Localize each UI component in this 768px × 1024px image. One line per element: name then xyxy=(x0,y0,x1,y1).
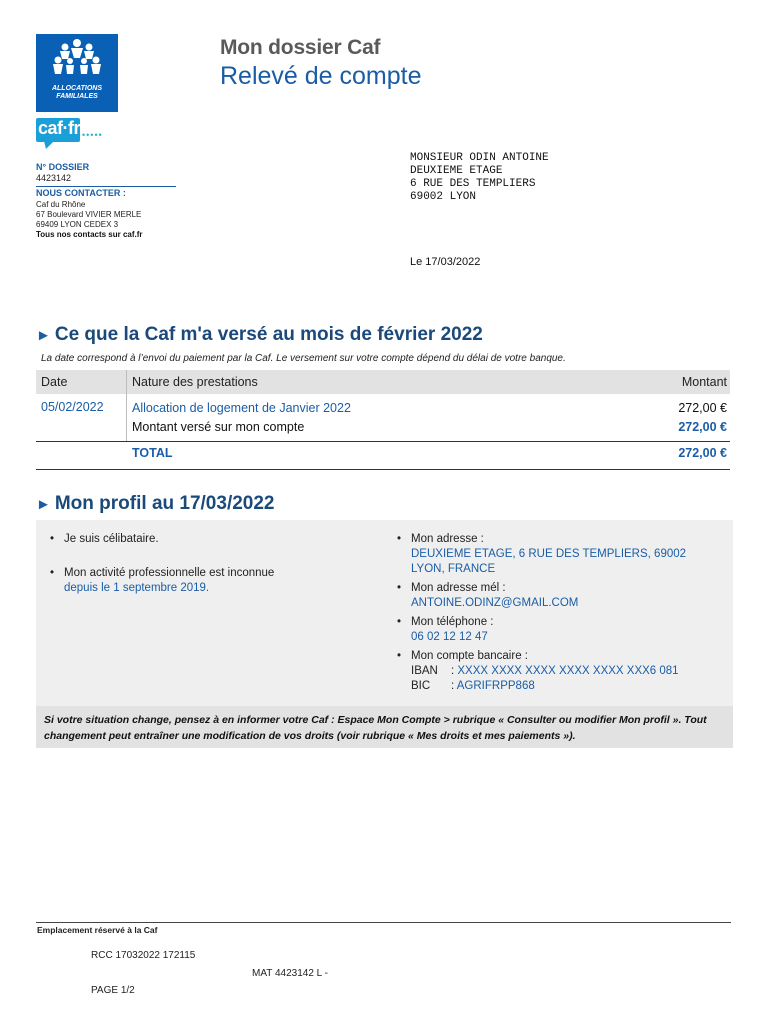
table-rule-top xyxy=(36,441,730,442)
contact-line: 67 Boulevard VIVIER MERLE xyxy=(36,210,142,219)
profile-item-phone: • Mon téléphone : 06 02 12 12 47 xyxy=(397,616,494,643)
profile-item-email: • Mon adresse mél : ANTOINE.ODINZ@GMAIL.COM xyxy=(397,582,579,609)
payments-section-title xyxy=(36,324,483,346)
subtotal-label: Montant versé sur mon compte xyxy=(132,420,305,434)
email-value[interactable]: ANTOINE.ODINZ@GMAIL.COM xyxy=(411,597,579,609)
page-title: Mon dossier Caf xyxy=(220,36,381,59)
profile-item-bank: • Mon compte bancaire : IBAN : XXXX XXXX XXXX XXXX XXXX XXX6 081 BIC : AGRIFRPP868 xyxy=(397,650,679,692)
bic-label: BIC xyxy=(411,680,431,692)
contact-label: NOUS CONTACTER : xyxy=(36,188,126,198)
total-label: TOTAL xyxy=(132,446,173,460)
footer-divider xyxy=(36,922,731,923)
page-subtitle: Relevé de compte xyxy=(220,62,422,90)
reserved-label: Emplacement réservé à la Caf xyxy=(37,925,158,935)
address-line: 6 RUE DES TEMPLIERS xyxy=(410,178,536,190)
iban-value: XXXX XXXX XXXX XXXX XXXX XXX6 081 xyxy=(457,665,679,677)
table-rule-bottom xyxy=(36,469,730,470)
address-label: Mon adresse : xyxy=(411,533,484,545)
email-label: Mon adresse mél : xyxy=(411,582,506,594)
rcc-code: RCC 17032022 172115 xyxy=(91,950,196,961)
subtotal-value: 272,00 € xyxy=(678,420,727,434)
column-separator xyxy=(126,370,127,442)
contact-line: 69409 LYON CEDEX 3 xyxy=(36,220,119,229)
family-figures-icon xyxy=(36,34,118,84)
iban-label: IBAN xyxy=(411,665,438,677)
profile-item-activity: • Mon activité professionnelle est inconnue depuis le 1 septembre 2019. xyxy=(50,567,275,594)
contact-line: Caf du Rhône xyxy=(36,200,86,209)
bic-value: AGRIFRPP868 xyxy=(456,680,535,692)
contact-block xyxy=(36,200,143,240)
profile-item-status: • Je suis célibataire. xyxy=(50,533,159,545)
caf-fr-dots-icon: ••••• xyxy=(82,130,103,140)
header-montant: Montant xyxy=(681,375,727,389)
activity-detail: depuis le 1 septembre 2019. xyxy=(64,582,210,594)
profile-section-title xyxy=(36,493,275,515)
payments-title-text: Ce que la Caf m'a versé au mois de février 2022 xyxy=(54,324,483,345)
row-montant: 272,00 € xyxy=(678,401,727,415)
bic-row: BIC : AGRIFRPP868 xyxy=(411,680,535,692)
recipient-address xyxy=(410,152,549,204)
caf-fr-text: caf·fr xyxy=(38,118,81,138)
activity-text: Mon activité professionnelle est inconnue xyxy=(64,567,275,579)
phone-label: Mon téléphone : xyxy=(411,616,494,628)
header-nature: Nature des prestations xyxy=(132,375,258,389)
address-line: 69002 LYON xyxy=(410,191,477,203)
logo-caption xyxy=(36,85,118,101)
letter-date: Le 17/03/2022 xyxy=(410,256,481,268)
phone-value: 06 02 12 12 47 xyxy=(411,631,488,643)
total-value: 272,00 € xyxy=(678,446,727,460)
address-value-line1: DEUXIEME ETAGE, 6 RUE DES TEMPLIERS, 69002 xyxy=(411,548,687,560)
address-value-line2: LYON, FRANCE xyxy=(411,563,496,575)
status-text: Je suis célibataire. xyxy=(64,533,159,545)
triangle-right-icon: ► xyxy=(36,327,51,344)
contact-all-link[interactable]: Tous nos contacts sur caf.fr xyxy=(36,230,143,239)
bank-label: Mon compte bancaire : xyxy=(411,650,528,662)
address-line: MONSIEUR ODIN ANTOINE xyxy=(410,152,549,164)
profile-item-address: • Mon adresse : DEUXIEME ETAGE, 6 RUE DES TEMPLIERS, 69002 LYON, FRANCE xyxy=(397,533,687,575)
left-divider xyxy=(36,186,176,187)
mat-code: MAT 4423142 L - xyxy=(252,968,328,979)
header-date: Date xyxy=(41,375,68,389)
logo-line-1: ALLOCATIONS xyxy=(51,85,103,92)
row-nature: Allocation de logement de Janvier 2022 xyxy=(132,401,351,415)
dossier-label: N° DOSSIER xyxy=(36,162,90,172)
profile-title-text: Mon profil au 17/03/2022 xyxy=(54,493,275,514)
payments-note: La date correspond à l’envoi du paiement par la Caf. Le versement sur votre compte dépend du délai de votre banque. xyxy=(41,353,566,364)
iban-row: IBAN : XXXX XXXX XXXX XXXX XXXX XXX6 081 xyxy=(411,665,679,677)
row-date: 05/02/2022 xyxy=(41,400,104,414)
speech-tail-icon xyxy=(44,141,54,149)
page-number: PAGE 1/2 xyxy=(91,985,135,996)
triangle-right-icon: ► xyxy=(36,496,51,513)
notice-text: Si votre situation change, pensez à en informer votre Caf : Espace Mon Compte > rubrique « Consulter ou modifier Mon profil ». Tout changement peut entraîner une modification de vos droits (voir rubrique « Mes droits et mes paiements »). xyxy=(44,714,707,742)
logo-line-2: FAMILIALES xyxy=(56,93,98,100)
address-line: DEUXIEME ETAGE xyxy=(410,165,503,177)
dossier-number: 4423142 xyxy=(36,173,72,183)
